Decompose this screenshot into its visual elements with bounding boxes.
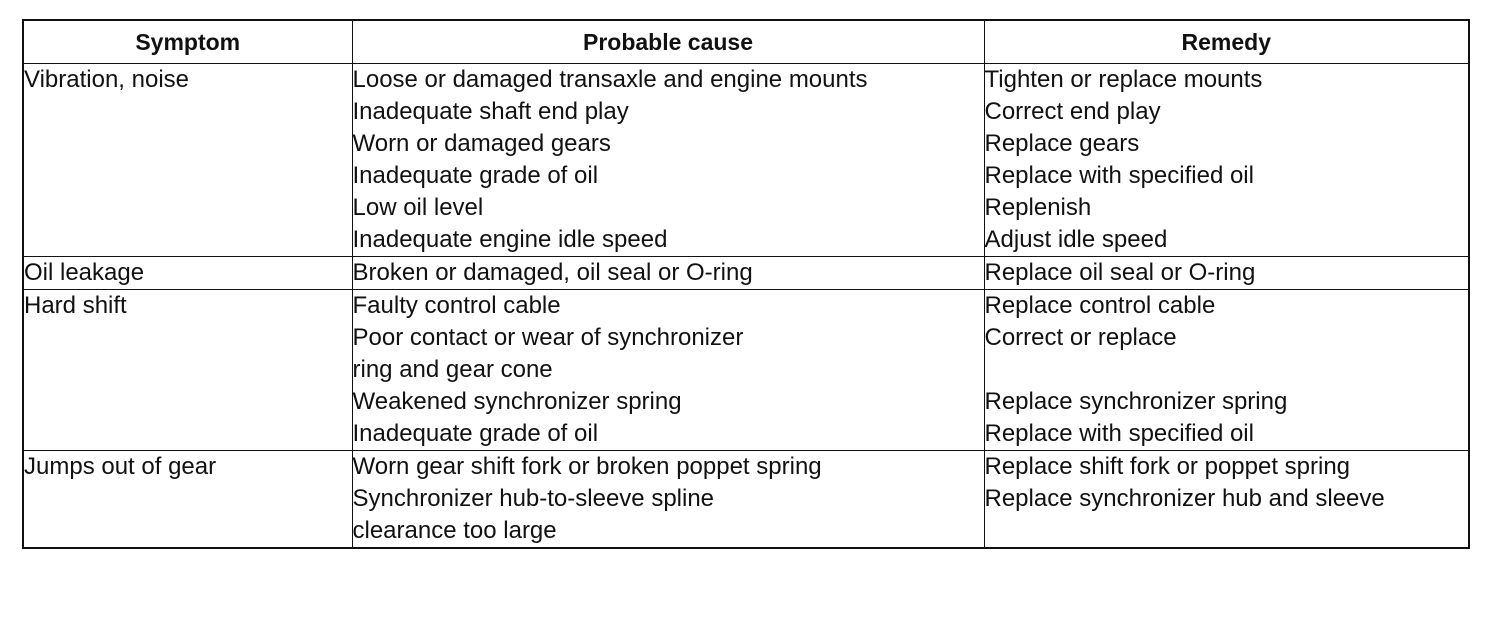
cause-line: Synchronizer hub-to-sleeve spline (352, 485, 715, 512)
cause-cell (352, 257, 984, 290)
remedy-line: Replace oil seal or O-ring (984, 259, 1256, 286)
header-row (23, 20, 1469, 64)
remedy-cell (984, 451, 1469, 549)
cause-line: Inadequate engine idle speed (352, 226, 668, 253)
remedy-cell (984, 257, 1469, 290)
header-probable-cause: Probable cause (352, 20, 984, 64)
table-row (23, 290, 1469, 451)
remedy-line: Replace synchronizer hub and sleeve (984, 485, 1385, 512)
cause-line: Broken or damaged, oil seal or O-ring (352, 259, 753, 286)
cause-line: Worn gear shift fork or broken poppet spring (352, 453, 822, 480)
table-row (23, 64, 1469, 257)
troubleshooting-table (22, 19, 1470, 549)
cause-line: Loose or damaged transaxle and engine mounts (352, 66, 868, 93)
table-row (23, 451, 1469, 549)
symptom-text: Oil leakage (24, 259, 145, 286)
cause-line: Inadequate shaft end play (352, 98, 629, 125)
header-symptom: Symptom (23, 20, 352, 64)
remedy-cell (984, 64, 1469, 257)
remedy-line: Adjust idle speed (984, 226, 1168, 253)
cause-line: Worn or damaged gears (352, 130, 611, 157)
cause-line: Poor contact or wear of synchronizer (352, 324, 744, 351)
symptom-text: Hard shift (24, 292, 127, 319)
header-remedy: Remedy (984, 20, 1469, 64)
symptom-text: Jumps out of gear (24, 453, 217, 480)
cause-line: Faulty control cable (352, 292, 561, 319)
remedy-line: Tighten or replace mounts (984, 66, 1263, 93)
remedy-line: Correct or replace (984, 324, 1177, 351)
cause-line: ring and gear cone (352, 356, 553, 383)
symptom-cell (23, 257, 352, 290)
remedy-line: Replace with specified oil (984, 162, 1254, 189)
remedy-line: Replenish (984, 194, 1092, 221)
remedy-line: Correct end play (984, 98, 1161, 125)
remedy-line: Replace with specified oil (984, 420, 1254, 447)
remedy-line: Replace synchronizer spring (984, 388, 1288, 415)
remedy-line: Replace control cable (984, 292, 1216, 319)
symptom-text: Vibration, noise (24, 66, 189, 93)
remedy-line: Replace shift fork or poppet spring (984, 453, 1351, 480)
symptom-cell (23, 290, 352, 451)
cause-line: Weakened synchronizer spring (352, 388, 682, 415)
symptom-cell (23, 64, 352, 257)
remedy-spacer (985, 354, 1469, 386)
remedy-line: Replace gears (984, 130, 1140, 157)
cause-line: clearance too large (352, 517, 557, 544)
cause-cell (352, 64, 984, 257)
cause-cell (352, 290, 984, 451)
cause-cell (352, 451, 984, 549)
cause-line: Low oil level (352, 194, 484, 221)
cause-line: Inadequate grade of oil (352, 420, 599, 447)
table-row (23, 257, 1469, 290)
cause-line: Inadequate grade of oil (352, 162, 599, 189)
symptom-cell (23, 451, 352, 549)
remedy-cell (984, 290, 1469, 451)
